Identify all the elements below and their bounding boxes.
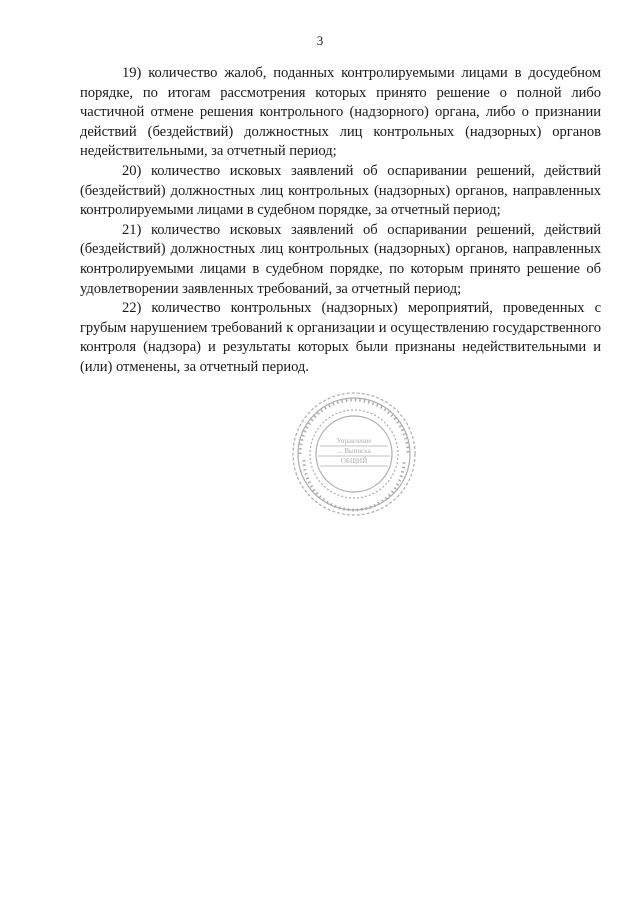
- list-item-21: 21) количество исковых заявлений об оспаривании решений, действий (бездействий) должностных лиц контрольных (надзорных) органов, направленных контролируемыми лицами в судебном порядке, по которым принято решение об удовлетворении заявленных требований, за отчетный период;: [80, 221, 601, 297]
- seal-line-2: ... Выписка: [337, 447, 371, 455]
- official-stamp-icon: [290, 390, 418, 518]
- seal-line-3: ОБЩИЙ: [340, 457, 368, 465]
- document-body: [80, 64, 601, 378]
- seal-line-1: Управление: [336, 437, 372, 445]
- list-item-22: 22) количество контрольных (надзорных) мероприятий, проведенных с грубым нарушением требований к организации и осуществлению государственного контроля (надзора) и результаты которых были признаны недействительными и (или) отменены, за отчетный период.: [80, 300, 601, 375]
- page-number: 3: [316, 33, 324, 48]
- list-item-19: 19) количество жалоб, поданных контролируемыми лицами в досудебном порядке, по итогам рассмотрения которых принято решение о полной либо частичной отмене решения контрольного (надзорного) органа, либо о признании действий (бездействий) должностных лиц контрольных (надзорных) органов недействительными, за отчетный период;: [80, 65, 601, 160]
- list-item-20: 20) количество исковых заявлений об оспаривании решений, действий (бездействий) должностных лиц контрольных (надзорных) органов, направленных контролируемыми лицами в судебном порядке, за отчетный период;: [80, 162, 601, 219]
